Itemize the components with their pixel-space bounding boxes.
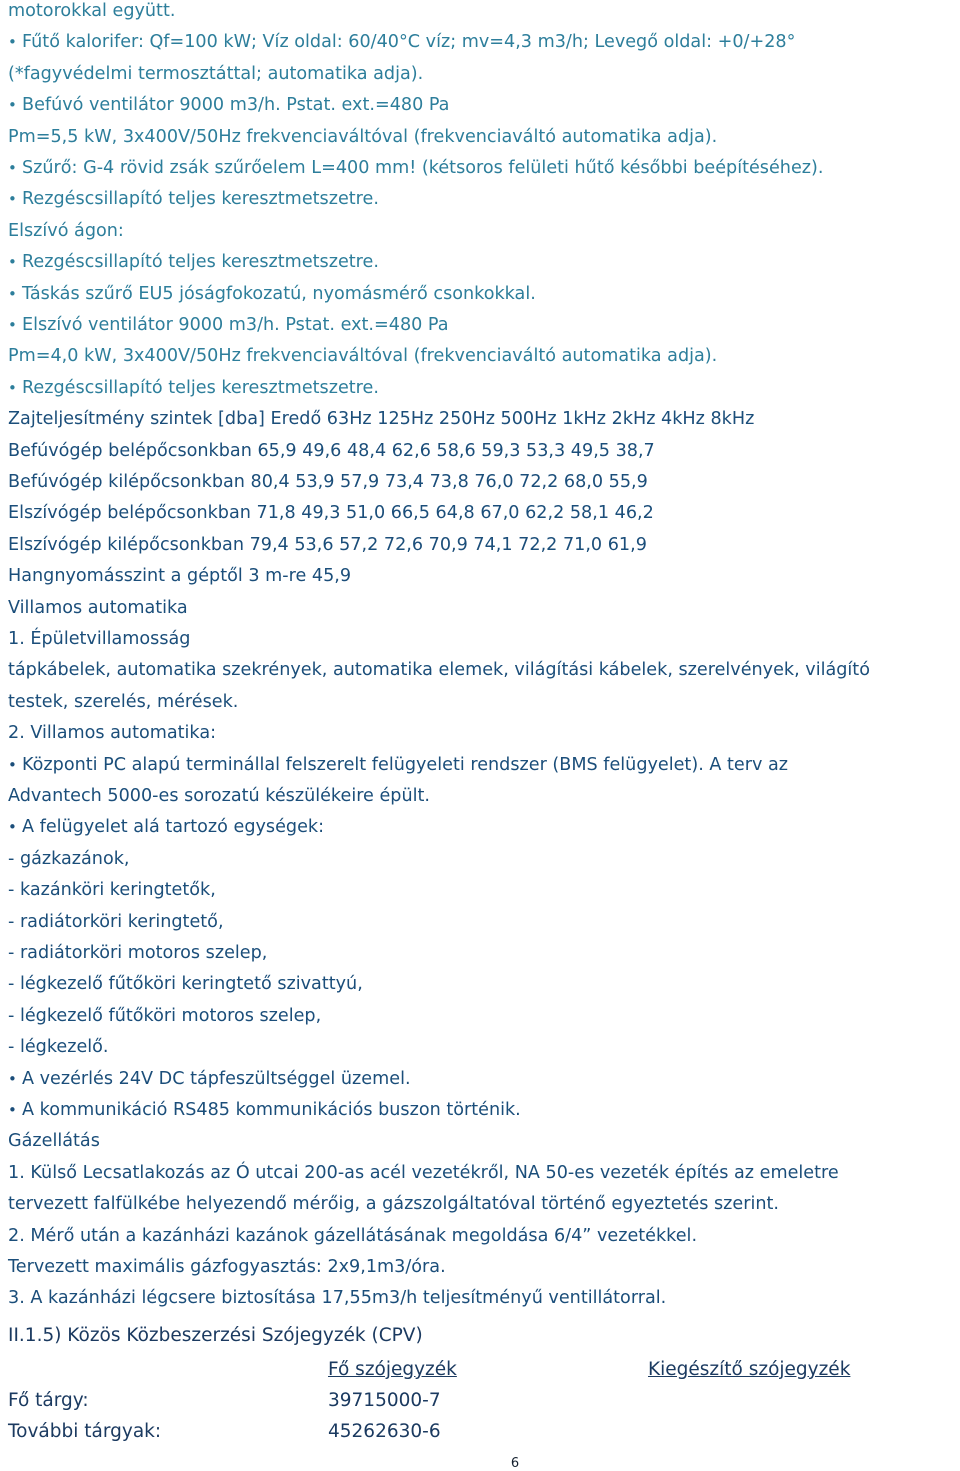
- text-line: [8, 440, 956, 462]
- line-text: Befúvógép kilépőcsonkban 80,4 53,9 57,9 73,4 73,8 76,0 72,2 68,0 55,9: [8, 472, 648, 492]
- bullet-item: [8, 377, 956, 399]
- text-line: [8, 659, 956, 681]
- text-line: [8, 879, 956, 901]
- line-text: motorokkal együtt.: [8, 1, 176, 21]
- line-text: Befúvógép belépőcsonkban 65,9 49,6 48,4 62,6 58,6 59,3 53,3 49,5 38,7: [8, 440, 655, 461]
- line-text: Elszívó ventilátor 9000 m3/h. Pstat. ext.=480 Pa: [22, 315, 449, 335]
- line-text: testek, szerelés, mérések.: [8, 691, 239, 712]
- line-text: 2. Villamos automatika:: [8, 723, 217, 744]
- line-text: Rezgéscsillapító teljes keresztmetszetre.: [22, 189, 379, 210]
- bullet-icon: •: [8, 1069, 17, 1088]
- bullet-icon: •: [8, 284, 17, 303]
- bullet-icon: •: [8, 818, 17, 837]
- bullet-item: [8, 188, 956, 210]
- bullet-item: [8, 1099, 956, 1121]
- bullet-icon: •: [8, 190, 17, 209]
- line-text: Advantech 5000-es sorozatú készülékeire épült.: [8, 786, 430, 806]
- line-text: Befúvó ventilátor 9000 m3/h. Pstat. ext.=480 Pa: [22, 95, 450, 116]
- line-text: tervezett falfülkébe helyezendő mérőig, a gázszolgáltatóval történő egyeztetés szerint.: [8, 1194, 779, 1215]
- cpv-col-main: Fő szójegyzék: [328, 1359, 457, 1380]
- line-text: Szűrő: G-4 rövid zsák szűrőelem L=400 mm! (kétsoros felületi hűtő későbbi beépítéséhez).: [22, 158, 824, 178]
- line-text: - radiátorköri motoros szelep,: [8, 943, 268, 963]
- page-number: 6: [510, 1456, 520, 1471]
- text-line: [8, 534, 956, 556]
- bullet-item: [8, 283, 956, 305]
- text-line: [8, 973, 956, 995]
- line-text: Elszívógép kilépőcsonkban 79,4 53,6 57,2 72,6 70,9 74,1 72,2 71,0 61,9: [8, 534, 647, 555]
- cpv-col-extra: Kiegészítő szójegyzék: [648, 1359, 851, 1380]
- text-line: [8, 502, 956, 524]
- line-text: Táskás szűrő EU5 jóságfokozatú, nyomásmérő csonkokkal.: [22, 283, 536, 304]
- cpv-heading: II.1.5) Közös Közbeszerzési Szójegyzék (CPV): [8, 1325, 423, 1346]
- cpv-row-label: Fő tárgy:: [8, 1390, 89, 1411]
- line-text: (*fagyvédelmi termosztáttal; automatika adja).: [8, 63, 424, 84]
- text-line: [8, 0, 956, 22]
- line-text: - légkezelő.: [8, 1037, 109, 1058]
- line-text: 3. A kazánházi légcsere biztosítása 17,55m3/h teljesítményű ventillátorral.: [8, 1288, 667, 1309]
- cpv-row-code: 45262630-6: [328, 1421, 441, 1442]
- text-line: [8, 942, 956, 964]
- line-text: Hangnyomásszint a géptől 3 m-re 45,9: [8, 566, 352, 587]
- bullet-item: [8, 314, 956, 336]
- bullet-icon: •: [8, 33, 17, 52]
- text-line: [8, 911, 956, 933]
- text-line: [8, 722, 956, 744]
- line-text: Tervezett maximális gázfogyasztás: 2x9,1m3/óra.: [8, 1257, 446, 1277]
- text-line: [8, 220, 956, 242]
- bullet-item: [8, 816, 956, 838]
- line-text: - kazánköri keringtetők,: [8, 880, 216, 901]
- line-text: Fűtő kalorifer: Qf=100 kW; Víz oldal: 60/40°C víz; mv=4,3 m3/h; Levegő oldal: +0/+28°: [22, 32, 796, 53]
- text-line: [8, 848, 956, 870]
- text-line: [8, 1225, 956, 1247]
- bullet-item: [8, 94, 956, 116]
- bullet-item: [8, 157, 956, 179]
- line-text: A vezérlés 24V DC tápfeszültséggel üzemel.: [22, 1068, 411, 1089]
- bullet-icon: •: [8, 159, 17, 177]
- bullet-item: [8, 31, 956, 53]
- bullet-icon: •: [8, 755, 17, 774]
- line-text: Pm=4,0 kW, 3x400V/50Hz frekvenciaváltóval (frekvenciaváltó automatika adja).: [8, 346, 718, 367]
- text-line: [8, 785, 956, 807]
- line-text: - gázkazánok,: [8, 848, 130, 869]
- line-text: tápkábelek, automatika szekrények, automatika elemek, világítási kábelek, szerelvények, világító: [8, 660, 870, 681]
- line-text: 2. Mérő után a kazánházi kazánok gázellátásának megoldása 6/4” vezetékkel.: [8, 1225, 698, 1246]
- text-line: [8, 63, 956, 85]
- line-text: Központi PC alapú terminállal felszerelt felügyeleti rendszer (BMS felügyelet). A terv az: [22, 754, 788, 775]
- text-line: [8, 1036, 956, 1058]
- line-text: A felügyelet alá tartozó egységek:: [22, 817, 325, 838]
- text-line: [8, 126, 956, 148]
- text-line: [8, 1162, 956, 1184]
- bullet-icon: •: [8, 253, 17, 272]
- line-text: - légkezelő fűtőköri keringtető szivattyú,: [8, 974, 363, 995]
- line-text: A kommunikáció RS485 kommunikációs buszon történik.: [22, 1100, 521, 1120]
- text-line: [8, 565, 956, 587]
- text-line: [8, 1287, 956, 1309]
- bullet-item: [8, 251, 956, 273]
- text-line: [8, 597, 956, 619]
- line-text: 1. Külső Lecsatlakozás az Ó utcai 200-as acél vezetékről, NA 50-es vezeték építés az emeletre: [8, 1162, 839, 1183]
- bullet-item: [8, 1068, 956, 1090]
- bullet-item: [8, 754, 956, 776]
- text-line: [8, 1130, 956, 1152]
- cpv-row-label: További tárgyak:: [8, 1421, 162, 1442]
- text-line: [8, 471, 956, 493]
- line-text: Gázellátás: [8, 1131, 100, 1152]
- bullet-icon: •: [8, 1101, 17, 1119]
- bullet-icon: •: [8, 96, 17, 115]
- line-text: Elszívó ágon:: [8, 220, 124, 241]
- line-text: - radiátorköri keringtető,: [8, 911, 224, 932]
- line-text: Rezgéscsillapító teljes keresztmetszetre.: [22, 377, 379, 398]
- line-text: Rezgéscsillapító teljes keresztmetszetre.: [22, 252, 379, 273]
- line-text: Pm=5,5 kW, 3x400V/50Hz frekvenciaváltóval (frekvenciaváltó automatika adja).: [8, 126, 718, 147]
- line-text: - légkezelő fűtőköri motoros szelep,: [8, 1005, 322, 1026]
- text-line: [8, 628, 956, 650]
- bullet-icon: •: [8, 316, 17, 334]
- text-line: [8, 345, 956, 367]
- text-line: [8, 1256, 956, 1278]
- text-line: [8, 691, 956, 713]
- text-line: [8, 1005, 956, 1027]
- line-text: Zajteljesítmény szintek [dba] Eredő 63Hz 125Hz 250Hz 500Hz 1kHz 2kHz 4kHz 8kHz: [8, 409, 755, 430]
- text-line: [8, 408, 956, 430]
- line-text: 1. Épületvillamosság: [8, 629, 191, 649]
- cpv-row-code: 39715000-7: [328, 1390, 441, 1411]
- text-line: [8, 1193, 956, 1215]
- line-text: Villamos automatika: [8, 597, 188, 618]
- line-text: Elszívógép belépőcsonkban 71,8 49,3 51,0 66,5 64,8 67,0 62,2 58,1 46,2: [8, 503, 654, 524]
- bullet-icon: •: [8, 378, 17, 397]
